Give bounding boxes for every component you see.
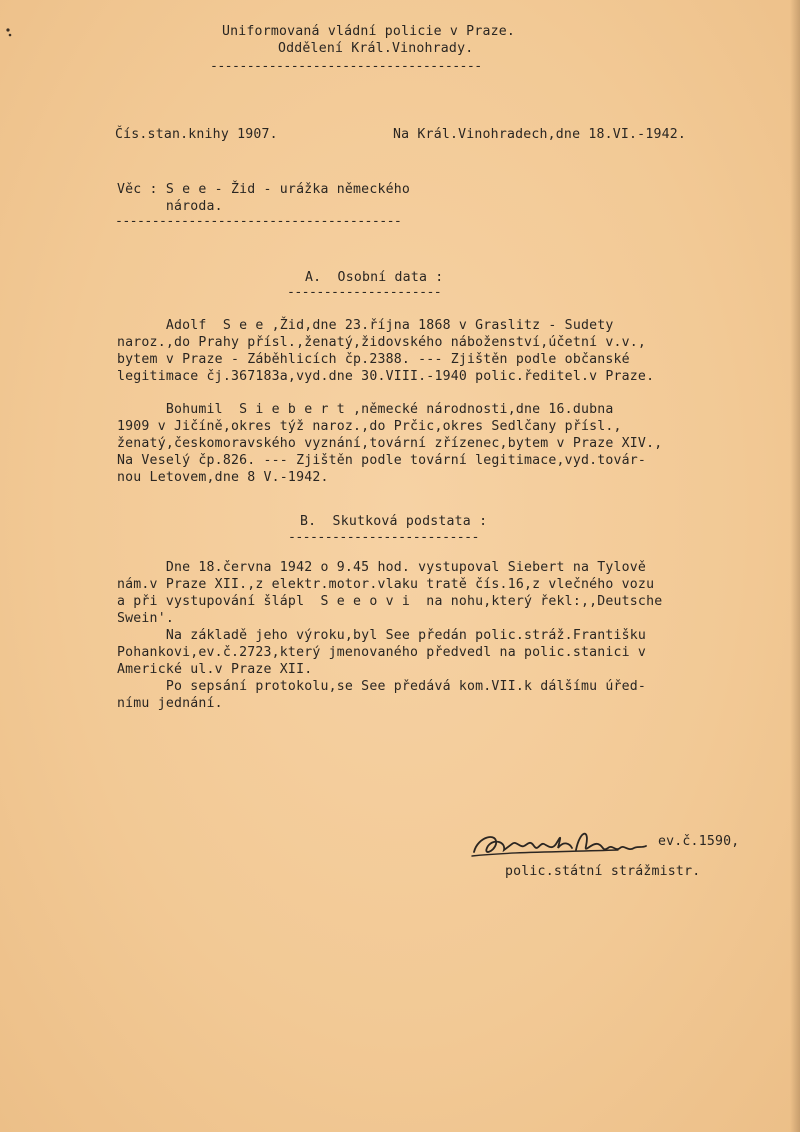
person-1-line: legitimace čj.367183a,vyd.dne 30.VIII.-1940 polic.ředitel.v Praze. — [117, 369, 655, 384]
person-2-line: Bohumil S i e b e r t ,německé národnosti,dne 16.dubna — [117, 402, 614, 417]
header-line-1: Uniformovaná vládní policie v Praze. — [222, 24, 516, 39]
person-1-line: bytem v Praze - Záběhlicích čp.2388. --- Zjištěn podle občanské — [117, 352, 630, 367]
person-1-line: naroz.,do Prahy přísl.,ženatý,židovského náboženství,účetní v.v., — [117, 335, 647, 350]
facts-line: Na základě jeho výroku,byl See předán polic.stráž.Františku — [117, 628, 647, 643]
person-2-line: Na Veselý čp.826. --- Zjištěn podle tovární legitimace,vyd.továr- — [117, 453, 647, 468]
facts-line: nám.v Praze XII.,z elektr.motor.vlaku tratě čís.16,z vlečného vozu — [117, 577, 655, 592]
section-b-rule: -------------------------- — [288, 530, 479, 545]
subject-rule: --------------------------------------- — [115, 214, 402, 229]
header-rule: ------------------------------------- — [210, 59, 482, 74]
facts-line: Swein'. — [117, 611, 174, 626]
section-a-rule: --------------------- — [287, 285, 442, 300]
facts-line: Po sepsání protokolu,se See předává kom.VII.k dálšímu úřed- — [117, 679, 647, 694]
book-number: Čís.stan.knihy 1907. — [115, 127, 278, 142]
person-2-line: ženatý,českomoravského vyznání,tovární zřízenec,bytem v Praze XIV., — [117, 436, 663, 451]
subject-line-2: národa. — [117, 199, 223, 214]
signatory-rank: polic.státní strážmistr. — [505, 864, 701, 879]
facts-line: nímu jednání. — [117, 696, 223, 711]
subject-line-1: Věc : S e e - Žid - urážka německého — [117, 182, 411, 197]
person-2-line: 1909 v Jičíně,okres týž naroz.,do Prčic,okres Sedlčany přísl., — [117, 419, 622, 434]
section-a-heading: A. Osobní data : — [305, 270, 444, 285]
handwritten-signature — [468, 822, 658, 866]
facts-line: Americké ul.v Praze XII. — [117, 662, 313, 677]
place-date: Na Král.Vinohradech,dne 18.VI.-1942. — [393, 127, 687, 142]
paper-edge-shadow — [790, 0, 800, 1132]
person-2-line: nou Letovem,dne 8 V.-1942. — [117, 470, 329, 485]
section-b-heading: B. Skutková podstata : — [300, 514, 488, 529]
facts-line: a při vystupování šlápl S e e o v i na nohu,který řekl:,,Deutsche — [117, 594, 663, 609]
person-1-line: Adolf S e e ,Žid,dne 23.října 1868 v Graslitz - Sudety — [117, 318, 614, 333]
facts-line: Dne 18.června 1942 o 9.45 hod. vystupoval Siebert na Tylově — [117, 560, 647, 575]
facts-line: Pohankovi,ev.č.2723,který jmenovaného předvedl na polic.stanici v — [117, 645, 647, 660]
evidence-number: ev.č.1590, — [658, 834, 740, 849]
header-line-2: Oddělení Král.Vinohrady. — [278, 41, 474, 56]
ink-mark — [6, 28, 12, 38]
